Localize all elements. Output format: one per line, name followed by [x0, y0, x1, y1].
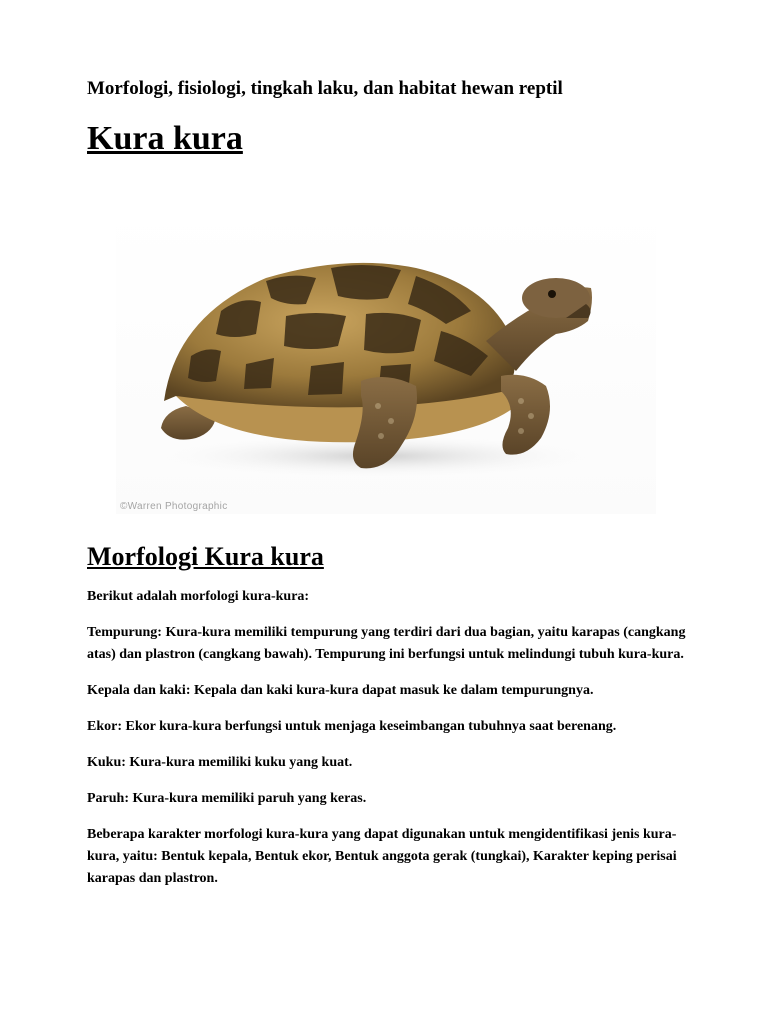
photo-watermark: ©Warren Photographic: [120, 501, 228, 512]
morfologi-content: [87, 586, 687, 904]
paragraph-intro: Berikut adalah morfologi kura-kura:: [87, 589, 310, 604]
tortoise-photo: [116, 206, 656, 514]
paragraph-karakter: Beberapa karakter morfologi kura-kura yang dapat digunakan untuk mengidentifikasi jenis kura-kura, yaitu: Bentuk kepala, Bentuk ekor, Bentuk anggota gerak (tungkai), Karakter keping perisai karapas dan plastron.: [87, 827, 677, 886]
document-subtitle: Morfologi, fisiologi, tingkah laku, dan habitat hewan reptil: [87, 78, 563, 99]
tortoise-photo-icon: [116, 206, 656, 514]
section-heading: Morfologi Kura kura: [87, 542, 324, 571]
paragraph-kuku: Kuku: Kura-kura memiliki kuku yang kuat.: [87, 755, 353, 770]
paragraph-paruh: Paruh: Kura-kura memiliki paruh yang keras.: [87, 791, 367, 806]
paragraph-ekor: Ekor: Ekor kura-kura berfungsi untuk menjaga keseimbangan tubuhnya saat berenang.: [87, 719, 617, 734]
paragraph-tempurung: Tempurung: Kura-kura memiliki tempurung yang terdiri dari dua bagian, yaitu karapas (cangkang atas) dan plastron (cangkang bawah). Tempurung ini berfungsi untuk melindungi tubuh kura-kura.: [87, 625, 686, 662]
paragraph-kepala-kaki: Kepala dan kaki: Kepala dan kaki kura-kura dapat masuk ke dalam tempurungnya.: [87, 683, 594, 698]
document-title: Kura kura: [87, 120, 243, 157]
